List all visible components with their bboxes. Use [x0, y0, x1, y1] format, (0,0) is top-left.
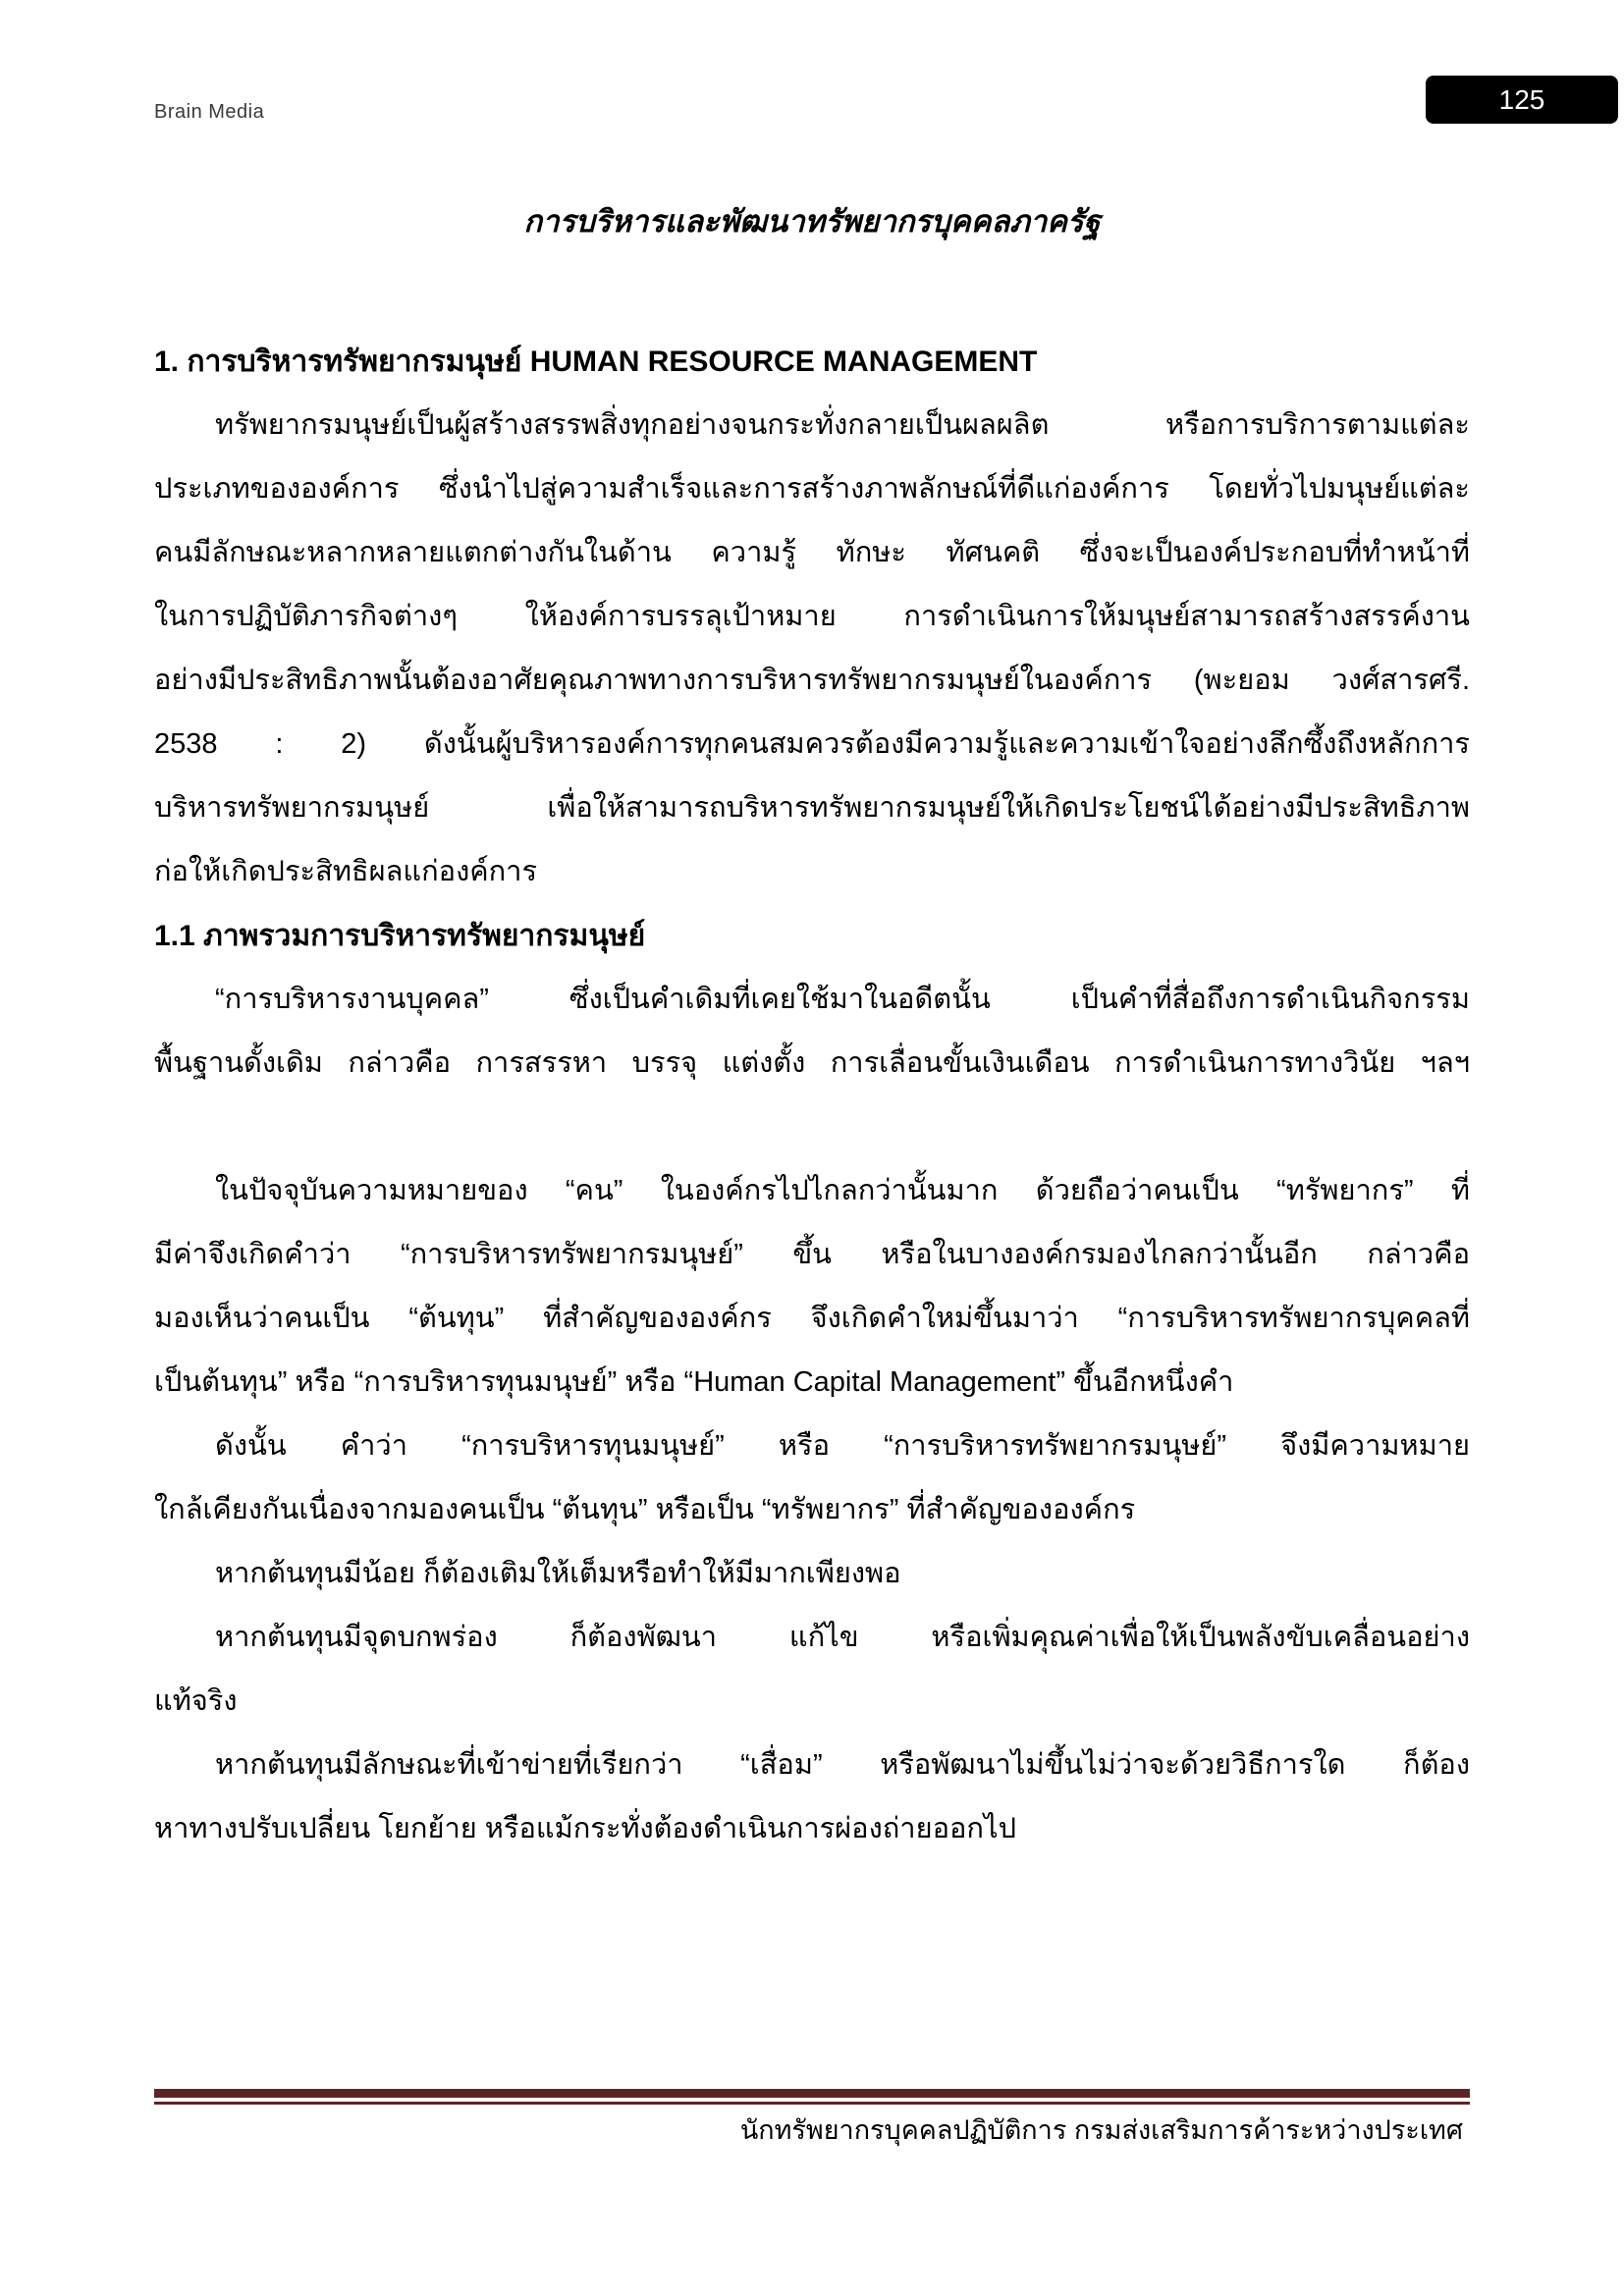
paragraph-line: หากต้นทุนมีลักษณะที่เข้าข่ายที่เรียกว่า “เสื่อม” หรือพัฒนาไม่ขึ้นไม่ว่าจะด้วยวิธีการใด ก็ต้อง [215, 1749, 1470, 1781]
paragraph-line: ใกล้เคียงกันเนื่องจากมองคนเป็น “ต้นทุน” หรือเป็น “ทรัพยากร” ที่สำคัญขององค์กร [154, 1494, 1136, 1525]
paragraph-line: ในปัจจุบันความหมายของ “คน” ในองค์กรไปไกลกว่านั้นมาก ด้วยถือว่าคนเป็น “ทรัพยากร” ที่ [215, 1175, 1470, 1206]
footer-rule [154, 2089, 1470, 2105]
document-body [154, 330, 1470, 1861]
paragraph-line: ก่อให้เกิดประสิทธิผลแก่องค์การ [154, 856, 538, 887]
section-heading: 1.1 ภาพรวมการบริหารทรัพยากรมนุษย์ [154, 920, 646, 952]
document-title: การบริหารและพัฒนาทรัพยากรบุคคลภาครัฐ [523, 204, 1101, 239]
paragraph-line: บริหารทรัพยากรมนุษย์ เพื่อให้สามารถบริหารทรัพยากรมนุษย์ให้เกิดประโยชน์ได้อย่างมีประสิทธิภาพ [154, 792, 1470, 824]
paragraph-line: แท้จริง [154, 1685, 238, 1717]
paragraph-line: ในการปฏิบัติภารกิจต่างๆ ให้องค์การบรรลุเป้าหมาย การดำเนินการให้มนุษย์สามารถสร้างสรรค์งาน [154, 601, 1470, 632]
paragraph-line: เป็นต้นทุน” หรือ “การบริหารทุนมนุษย์” หรือ “Human Capital Management” ขึ้นอีกหนึ่งคำ [154, 1366, 1234, 1398]
paragraph-spacer [154, 1095, 1470, 1159]
page-number-badge [1426, 76, 1618, 124]
paragraph-line: “การบริหารงานบุคคล” ซึ่งเป็นคำเดิมที่เคยใช้มาในอดีตนั้น เป็นคำที่สื่อถึงการดำเนินกิจกรรม [215, 984, 1470, 1015]
footer-rule-thin [154, 2102, 1470, 2105]
paragraph-line: ทรัพยากรมนุษย์เป็นผู้สร้างสรรพสิ่งทุกอย่างจนกระทั่งกลายเป็นผลผลิต หรือการบริการตามแต่ละ [215, 409, 1470, 441]
paragraph-line: 2538 : 2) ดังนั้นผู้บริหารองค์การทุกคนสมควรต้องมีความรู้และความเข้าใจอย่างลึกซึ้งถึงหลักการ [154, 728, 1470, 760]
paragraph-line: หากต้นทุนมีน้อย ก็ต้องเติมให้เต็มหรือทำให้มีมากเพียงพอ [215, 1558, 901, 1589]
paragraph-line: คนมีลักษณะหลากหลายแตกต่างกันในด้าน ความรู้ ทักษะ ทัศนคติ ซึ่งจะเป็นองค์ประกอบที่ทำหน้าที่ [154, 537, 1470, 568]
paragraph-line: ประเภทขององค์การ ซึ่งนำไปสู่ความสำเร็จและการสร้างภาพลักษณ์ที่ดีแก่องค์การ โดยทั่วไปมนุษย์แต่ละ [154, 473, 1470, 505]
paragraph-line: หากต้นทุนมีจุดบกพร่อง ก็ต้องพัฒนา แก้ไข หรือเพิ่มคุณค่าเพื่อให้เป็นพลังขับเคลื่อนอย่าง [215, 1622, 1470, 1653]
brand-text: Brain Media [154, 101, 265, 123]
section-heading: 1. การบริหารทรัพยากรมนุษย์ HUMAN RESOURCE MANAGEMENT [154, 346, 1038, 378]
paragraph-line: ดังนั้น คำว่า “การบริหารทุนมนุษย์” หรือ “การบริหารทรัพยากรมนุษย์” จึงมีความหมาย [215, 1430, 1470, 1462]
paragraph-line: หาทางปรับเปลี่ยน โยกย้าย หรือแม้กระทั่งต้องดำเนินการผ่องถ่ายออกไป [154, 1813, 1016, 1844]
footer-credit: นักทรัพยากรบุคคลปฏิบัติการ กรมส่งเสริมการค้าระหว่างประเทศ [739, 2115, 1463, 2145]
paragraph-line: มีค่าจึงเกิดคำว่า “การบริหารทรัพยากรมนุษย์” ขึ้น หรือในบางองค์กรมองไกลกว่านั้นอีก กล่าวคือ [154, 1239, 1470, 1270]
paragraph-line: อย่างมีประสิทธิภาพนั้นต้องอาศัยคุณภาพทางการบริหารทรัพยากรมนุษย์ในองค์การ (พะยอม วงศ์สารศรี. [154, 665, 1470, 696]
page-number: 125 [1498, 83, 1545, 115]
paragraph-line: พื้นฐานดั้งเดิม กล่าวคือ การสรรหา บรรจุ แต่งตั้ง การเลื่อนขั้นเงินเดือน การดำเนินการทางวินัย ฯลฯ [154, 1047, 1470, 1079]
footer-rule-thick [154, 2089, 1470, 2098]
paragraph-line: มองเห็นว่าคนเป็น “ต้นทุน” ที่สำคัญขององค์กร จึงเกิดคำใหม่ขึ้นมาว่า “การบริหารทรัพยากรบุคคลที่ [154, 1303, 1470, 1334]
